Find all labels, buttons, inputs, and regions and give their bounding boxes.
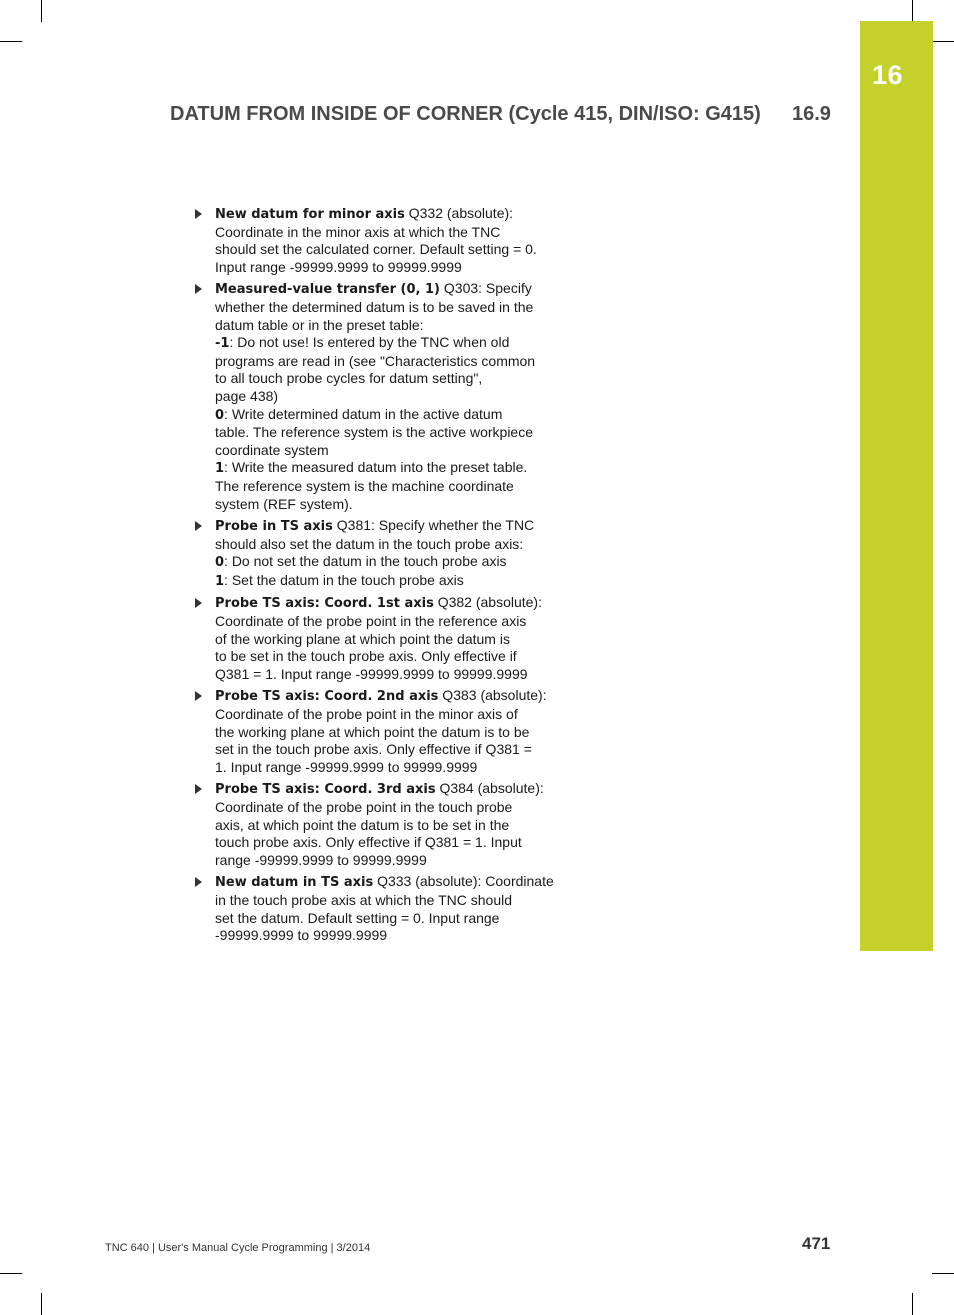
- triangle-bullet-icon: [195, 784, 202, 794]
- parameter-text: set the datum. Default setting = 0. Input range: [215, 909, 500, 926]
- parameter-text: 1. Input range -99999.9999 to 99999.9999: [215, 758, 478, 775]
- parameter-text: range -99999.9999 to 99999.9999: [215, 851, 427, 868]
- parameter-name: Measured-value transfer (0, 1): [215, 282, 440, 298]
- option-key: 1: [215, 573, 225, 589]
- option-text: : Set the datum in the touch probe axis: [224, 571, 464, 588]
- triangle-bullet-icon: [195, 691, 202, 701]
- option-text: The reference system is the machine coordinate: [215, 477, 514, 494]
- item-line: [215, 780, 565, 799]
- crop-mark: [0, 41, 22, 42]
- parameter-text: Coordinate in the minor axis at which the TNC: [215, 223, 501, 240]
- parameter-text: Input range -99999.9999 to 99999.9999: [215, 258, 462, 275]
- option-line: [215, 406, 565, 425]
- parameter-text: should set the calculated corner. Default setting = 0.: [215, 241, 537, 258]
- parameter-text: should also set the datum in the touch probe axis:: [215, 535, 524, 552]
- parameter-text: Q383 (absolute):: [438, 687, 547, 704]
- item-line: [215, 205, 565, 224]
- footer-text: TNC 640 | User's Manual Cycle Programming | 3/2014: [105, 1242, 371, 1254]
- triangle-bullet-icon: [195, 209, 202, 219]
- item-line: [215, 280, 565, 299]
- option-text: to all touch probe cycles for datum setting",: [215, 370, 483, 387]
- parameter-text: Q382 (absolute):: [433, 594, 542, 611]
- parameter-name: Probe TS axis: Coord. 1st axis: [215, 596, 434, 612]
- option-text: : Do not use! Is entered by the TNC when old: [229, 334, 510, 351]
- parameter-text: to be set in the touch probe axis. Only effective if: [215, 648, 517, 665]
- parameter-name: New datum in TS axis: [215, 875, 374, 891]
- parameter-text: in the touch probe axis at which the TNC should: [215, 891, 513, 908]
- parameter-name: Probe in TS axis: [215, 519, 333, 535]
- option-text: : Do not set the datum in the touch probe axis: [224, 553, 507, 570]
- parameter-text: whether the determined datum is to be saved in the: [215, 298, 534, 315]
- list-item: [195, 517, 565, 590]
- crop-mark: [932, 41, 954, 42]
- parameter-text: set in the touch probe axis. Only effective if Q381 =: [215, 741, 532, 758]
- crop-mark: [912, 0, 913, 22]
- option-line: [215, 572, 565, 591]
- option-line: [215, 553, 565, 572]
- option-key: -1: [215, 336, 230, 352]
- parameter-name: Probe TS axis: Coord. 3rd axis: [215, 782, 436, 798]
- option-text: page 438): [215, 387, 279, 404]
- option-key: 1: [215, 461, 225, 477]
- parameter-text: Q332 (absolute):: [404, 205, 514, 221]
- option-text: table. The reference system is the active workpiece: [215, 424, 534, 441]
- parameter-text: Q333 (absolute): Coordinate: [373, 873, 554, 890]
- parameter-text: axis, at which point the datum is to be set in the: [215, 816, 510, 833]
- list-item: [195, 780, 565, 869]
- list-item: [195, 873, 565, 944]
- parameter-text: of the working plane at which point the datum is: [215, 630, 510, 647]
- list-item: [195, 280, 565, 513]
- crop-mark: [912, 1293, 913, 1315]
- option-text: programs are read in (see "Characteristics common: [215, 352, 536, 369]
- item-line: [215, 594, 565, 613]
- option-key: 0: [215, 407, 225, 423]
- option-line: [215, 334, 565, 353]
- parameter-list: [195, 205, 565, 949]
- option-text: system (REF system).: [215, 495, 353, 512]
- parameter-text: Q381 = 1. Input range -99999.9999 to 99999.9999: [215, 665, 528, 682]
- parameter-text: the working plane at which point the datum is to be: [215, 723, 530, 740]
- list-item: [195, 205, 565, 276]
- parameter-text: -99999.9999 to 99999.9999: [215, 927, 388, 944]
- parameter-text: Q381: Specify whether the TNC: [332, 517, 535, 534]
- item-line: [215, 873, 565, 892]
- item-line: [215, 517, 565, 536]
- parameter-text: Q303: Specify: [440, 280, 532, 297]
- option-text: coordinate system: [215, 441, 329, 458]
- triangle-bullet-icon: [195, 877, 202, 887]
- option-text: : Write determined datum in the active datum: [224, 405, 503, 422]
- parameter-name: Probe TS axis: Coord. 2nd axis: [215, 689, 439, 705]
- item-line: [215, 687, 565, 706]
- triangle-bullet-icon: [195, 598, 202, 608]
- parameter-text: Coordinate of the probe point in the minor axis of: [215, 706, 518, 723]
- page-number: 471: [802, 1234, 831, 1253]
- option-text: : Write the measured datum into the preset table.: [224, 459, 528, 476]
- section-number: 16.9: [792, 103, 831, 125]
- crop-mark: [932, 1273, 954, 1274]
- parameter-text: Q384 (absolute):: [435, 780, 544, 797]
- chapter-number: 16: [872, 60, 904, 90]
- triangle-bullet-icon: [195, 521, 202, 531]
- parameter-text: touch probe axis. Only effective if Q381 = 1. Input: [215, 834, 522, 851]
- list-item: [195, 594, 565, 683]
- parameter-text: Coordinate of the probe point in the touch probe: [215, 799, 513, 815]
- parameter-text: datum table or in the preset table:: [215, 316, 424, 333]
- chapter-tab: [860, 21, 933, 951]
- triangle-bullet-icon: [195, 284, 202, 294]
- crop-mark: [0, 1273, 22, 1274]
- crop-mark: [41, 1293, 42, 1315]
- crop-mark: [41, 0, 42, 22]
- option-line: [215, 459, 565, 478]
- list-item: [195, 687, 565, 776]
- parameter-text: Coordinate of the probe point in the reference axis: [215, 613, 527, 630]
- parameter-name: New datum for minor axis: [215, 207, 405, 222]
- option-key: 0: [215, 555, 225, 571]
- section-title: DATUM FROM INSIDE OF CORNER (Cycle 415, DIN/ISO: G415): [170, 103, 761, 125]
